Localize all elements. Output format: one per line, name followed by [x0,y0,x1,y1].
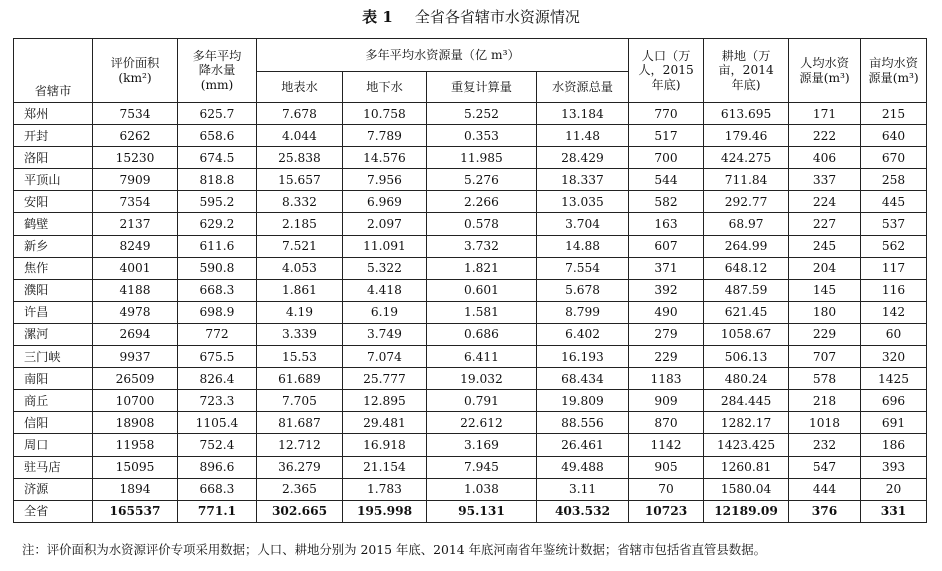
cell-surface-water: 3.339 [257,323,343,345]
table-number: 表 1 [362,8,393,26]
cell-repeat-amount: 3.732 [427,235,537,257]
cell-per-mu: 537 [861,213,927,235]
cell-surface-water: 36.279 [257,456,343,478]
cell-surface-water: 25.838 [257,147,343,169]
cell-per-capita: 145 [789,279,861,301]
header-per-capita: 人均水资 源量(m³) [789,39,861,103]
cell-per-mu: 696 [861,390,927,412]
cell-per-mu: 691 [861,412,927,434]
cell-ground-water: 2.097 [343,213,427,235]
cell-per-capita: 229 [789,323,861,345]
cell-per-mu: 142 [861,301,927,323]
cell-farmland: 711.84 [704,169,789,191]
cell-repeat-amount: 6.411 [427,346,537,368]
cell-city: 鹤壁 [14,213,93,235]
cell-city: 三门峡 [14,346,93,368]
cell-area: 7534 [93,103,178,125]
cell-repeat-amount: 0.791 [427,390,537,412]
cell-surface-water: 302.665 [257,500,343,522]
cell-ground-water: 6.19 [343,301,427,323]
cell-per-capita: 218 [789,390,861,412]
cell-city: 驻马店 [14,456,93,478]
cell-ground-water: 25.777 [343,368,427,390]
cell-ground-water: 5.322 [343,257,427,279]
table-row [14,434,927,456]
cell-per-mu: 445 [861,191,927,213]
cell-area: 10700 [93,390,178,412]
cell-precipitation: 752.4 [178,434,257,456]
header-farmland: 耕地（万 亩，2014 年底) [704,39,789,103]
cell-repeat-amount: 0.353 [427,125,537,147]
header-repeat-amount: 重复计算量 [427,72,537,103]
cell-area: 11958 [93,434,178,456]
cell-surface-water: 12.712 [257,434,343,456]
cell-city: 平顶山 [14,169,93,191]
cell-population: 905 [629,456,704,478]
table-title [0,6,942,27]
cell-area: 165537 [93,500,178,522]
cell-ground-water: 6.969 [343,191,427,213]
cell-precipitation: 668.3 [178,478,257,500]
header-city: 省辖市 [14,39,93,103]
header-area: 评价面积 (km²) [93,39,178,103]
header-water-group: 多年平均水资源量（亿 m³） [257,39,629,72]
cell-precipitation: 675.5 [178,346,257,368]
table-row [14,390,927,412]
cell-population: 700 [629,147,704,169]
cell-surface-water: 81.687 [257,412,343,434]
cell-farmland: 1058.67 [704,323,789,345]
table-row [14,368,927,390]
table-row [14,235,927,257]
cell-surface-water: 4.19 [257,301,343,323]
cell-farmland: 613.695 [704,103,789,125]
cell-ground-water: 3.749 [343,323,427,345]
cell-per-capita: 1018 [789,412,861,434]
cell-population: 517 [629,125,704,147]
cell-ground-water: 11.091 [343,235,427,257]
table-row [14,257,927,279]
cell-ground-water: 21.154 [343,456,427,478]
cell-area: 6262 [93,125,178,147]
cell-area: 15095 [93,456,178,478]
header-precipitation: 多年平均 降水量 (mm) [178,39,257,103]
cell-repeat-amount: 5.252 [427,103,537,125]
cell-population: 10723 [629,500,704,522]
cell-farmland: 264.99 [704,235,789,257]
cell-total-resources: 5.678 [537,279,629,301]
cell-population: 163 [629,213,704,235]
cell-city: 洛阳 [14,147,93,169]
cell-total-resources: 49.488 [537,456,629,478]
cell-ground-water: 14.576 [343,147,427,169]
cell-total-resources: 6.402 [537,323,629,345]
cell-precipitation: 668.3 [178,279,257,301]
cell-farmland: 1580.04 [704,478,789,500]
table-caption: 全省各省辖市水资源情况 [414,8,580,26]
cell-surface-water: 7.705 [257,390,343,412]
cell-ground-water: 7.956 [343,169,427,191]
cell-area: 2694 [93,323,178,345]
cell-repeat-amount: 22.612 [427,412,537,434]
cell-city: 济源 [14,478,93,500]
header-surface-water: 地表水 [257,72,343,103]
cell-ground-water: 195.998 [343,500,427,522]
cell-farmland: 68.97 [704,213,789,235]
cell-repeat-amount: 0.601 [427,279,537,301]
cell-population: 1142 [629,434,704,456]
cell-per-capita: 376 [789,500,861,522]
cell-city: 漯河 [14,323,93,345]
cell-ground-water: 12.895 [343,390,427,412]
cell-population: 371 [629,257,704,279]
cell-repeat-amount: 0.686 [427,323,537,345]
cell-farmland: 284.445 [704,390,789,412]
table-row [14,412,927,434]
cell-precipitation: 772 [178,323,257,345]
cell-per-mu: 117 [861,257,927,279]
cell-farmland: 179.46 [704,125,789,147]
table-row [14,323,927,345]
cell-total-resources: 28.429 [537,147,629,169]
table-row [14,478,927,500]
cell-ground-water: 10.758 [343,103,427,125]
cell-total-resources: 18.337 [537,169,629,191]
cell-farmland: 12189.09 [704,500,789,522]
cell-per-mu: 20 [861,478,927,500]
header-total-resources: 水资源总量 [537,72,629,103]
cell-total-resources: 68.434 [537,368,629,390]
cell-total-resources: 3.704 [537,213,629,235]
cell-ground-water: 7.789 [343,125,427,147]
cell-area: 9937 [93,346,178,368]
cell-area: 15230 [93,147,178,169]
cell-precipitation: 674.5 [178,147,257,169]
header-per-mu: 亩均水资 源量(m³) [861,39,927,103]
cell-per-mu: 258 [861,169,927,191]
cell-per-capita: 224 [789,191,861,213]
cell-population: 70 [629,478,704,500]
cell-city: 郑州 [14,103,93,125]
cell-per-capita: 547 [789,456,861,478]
cell-total-resources: 14.88 [537,235,629,257]
cell-precipitation: 611.6 [178,235,257,257]
cell-city: 新乡 [14,235,93,257]
cell-per-capita: 204 [789,257,861,279]
cell-city: 周口 [14,434,93,456]
cell-per-capita: 232 [789,434,861,456]
cell-area: 2137 [93,213,178,235]
cell-ground-water: 29.481 [343,412,427,434]
cell-repeat-amount: 7.945 [427,456,537,478]
cell-per-mu: 116 [861,279,927,301]
cell-surface-water: 2.185 [257,213,343,235]
cell-farmland: 424.275 [704,147,789,169]
table-row [14,301,927,323]
cell-surface-water: 15.53 [257,346,343,368]
cell-surface-water: 61.689 [257,368,343,390]
cell-area: 4978 [93,301,178,323]
cell-per-mu: 320 [861,346,927,368]
cell-city: 商丘 [14,390,93,412]
table-row [14,346,927,368]
cell-per-mu: 60 [861,323,927,345]
cell-per-capita: 578 [789,368,861,390]
cell-surface-water: 15.657 [257,169,343,191]
cell-precipitation: 818.8 [178,169,257,191]
cell-area: 7909 [93,169,178,191]
cell-precipitation: 698.9 [178,301,257,323]
cell-population: 1183 [629,368,704,390]
table-row [14,169,927,191]
cell-total-resources: 88.556 [537,412,629,434]
table-row [14,103,927,125]
cell-ground-water: 16.918 [343,434,427,456]
cell-per-mu: 670 [861,147,927,169]
cell-per-mu: 331 [861,500,927,522]
cell-surface-water: 4.053 [257,257,343,279]
cell-city: 全省 [14,500,93,522]
cell-surface-water: 2.365 [257,478,343,500]
cell-per-capita: 444 [789,478,861,500]
cell-city: 安阳 [14,191,93,213]
cell-city: 许昌 [14,301,93,323]
cell-precipitation: 590.8 [178,257,257,279]
cell-surface-water: 1.861 [257,279,343,301]
cell-repeat-amount: 19.032 [427,368,537,390]
cell-farmland: 292.77 [704,191,789,213]
cell-area: 18908 [93,412,178,434]
cell-area: 26509 [93,368,178,390]
cell-area: 8249 [93,235,178,257]
cell-farmland: 621.45 [704,301,789,323]
cell-city: 南阳 [14,368,93,390]
table-row [14,213,927,235]
cell-repeat-amount: 0.578 [427,213,537,235]
cell-farmland: 1282.17 [704,412,789,434]
cell-population: 544 [629,169,704,191]
cell-repeat-amount: 2.266 [427,191,537,213]
cell-precipitation: 595.2 [178,191,257,213]
cell-total-resources: 16.193 [537,346,629,368]
cell-city: 濮阳 [14,279,93,301]
cell-city: 焦作 [14,257,93,279]
cell-surface-water: 4.044 [257,125,343,147]
table-row [14,279,927,301]
cell-farmland: 1423.425 [704,434,789,456]
table-row [14,191,927,213]
header-ground-water: 地下水 [343,72,427,103]
cell-farmland: 480.24 [704,368,789,390]
cell-city: 信阳 [14,412,93,434]
cell-total-resources: 11.48 [537,125,629,147]
cell-total-resources: 26.461 [537,434,629,456]
cell-surface-water: 7.521 [257,235,343,257]
cell-surface-water: 7.678 [257,103,343,125]
cell-ground-water: 4.418 [343,279,427,301]
cell-per-capita: 707 [789,346,861,368]
cell-per-mu: 215 [861,103,927,125]
cell-total-resources: 19.809 [537,390,629,412]
cell-total-resources: 7.554 [537,257,629,279]
cell-per-mu: 640 [861,125,927,147]
cell-repeat-amount: 1.581 [427,301,537,323]
cell-population: 582 [629,191,704,213]
cell-farmland: 487.59 [704,279,789,301]
cell-farmland: 1260.81 [704,456,789,478]
table-row [14,125,927,147]
cell-per-capita: 406 [789,147,861,169]
cell-per-mu: 1425 [861,368,927,390]
cell-precipitation: 826.4 [178,368,257,390]
cell-area: 1894 [93,478,178,500]
cell-total-resources: 13.035 [537,191,629,213]
cell-area: 4188 [93,279,178,301]
table-row [14,456,927,478]
cell-total-resources: 403.532 [537,500,629,522]
cell-precipitation: 625.7 [178,103,257,125]
cell-total-resources: 8.799 [537,301,629,323]
cell-population: 770 [629,103,704,125]
cell-total-resources: 13.184 [537,103,629,125]
cell-area: 4001 [93,257,178,279]
total-row [14,500,927,522]
cell-population: 909 [629,390,704,412]
cell-precipitation: 629.2 [178,213,257,235]
cell-per-capita: 180 [789,301,861,323]
cell-surface-water: 8.332 [257,191,343,213]
cell-area: 7354 [93,191,178,213]
cell-repeat-amount: 3.169 [427,434,537,456]
cell-ground-water: 7.074 [343,346,427,368]
cell-repeat-amount: 5.276 [427,169,537,191]
cell-precipitation: 771.1 [178,500,257,522]
table-row [14,147,927,169]
cell-per-mu: 186 [861,434,927,456]
cell-precipitation: 658.6 [178,125,257,147]
cell-per-capita: 245 [789,235,861,257]
cell-population: 392 [629,279,704,301]
cell-per-capita: 227 [789,213,861,235]
cell-farmland: 506.13 [704,346,789,368]
cell-ground-water: 1.783 [343,478,427,500]
cell-repeat-amount: 95.131 [427,500,537,522]
cell-total-resources: 3.11 [537,478,629,500]
cell-repeat-amount: 1.038 [427,478,537,500]
cell-per-capita: 337 [789,169,861,191]
cell-population: 229 [629,346,704,368]
water-resources-table [13,38,927,523]
cell-per-mu: 393 [861,456,927,478]
table-note: 注：评价面积为水资源评价专项采用数据；人口、耕地分别为 2015 年底、2014 年底河南省年鉴统计数据；省辖市包括省直管县数据。 [22,542,766,557]
cell-repeat-amount: 1.821 [427,257,537,279]
cell-per-capita: 171 [789,103,861,125]
cell-precipitation: 1105.4 [178,412,257,434]
header-population: 人口（万 人，2015 年底) [629,39,704,103]
cell-precipitation: 723.3 [178,390,257,412]
cell-repeat-amount: 11.985 [427,147,537,169]
cell-farmland: 648.12 [704,257,789,279]
cell-population: 870 [629,412,704,434]
cell-population: 490 [629,301,704,323]
cell-per-capita: 222 [789,125,861,147]
cell-per-mu: 562 [861,235,927,257]
cell-population: 607 [629,235,704,257]
cell-population: 279 [629,323,704,345]
cell-city: 开封 [14,125,93,147]
cell-precipitation: 896.6 [178,456,257,478]
